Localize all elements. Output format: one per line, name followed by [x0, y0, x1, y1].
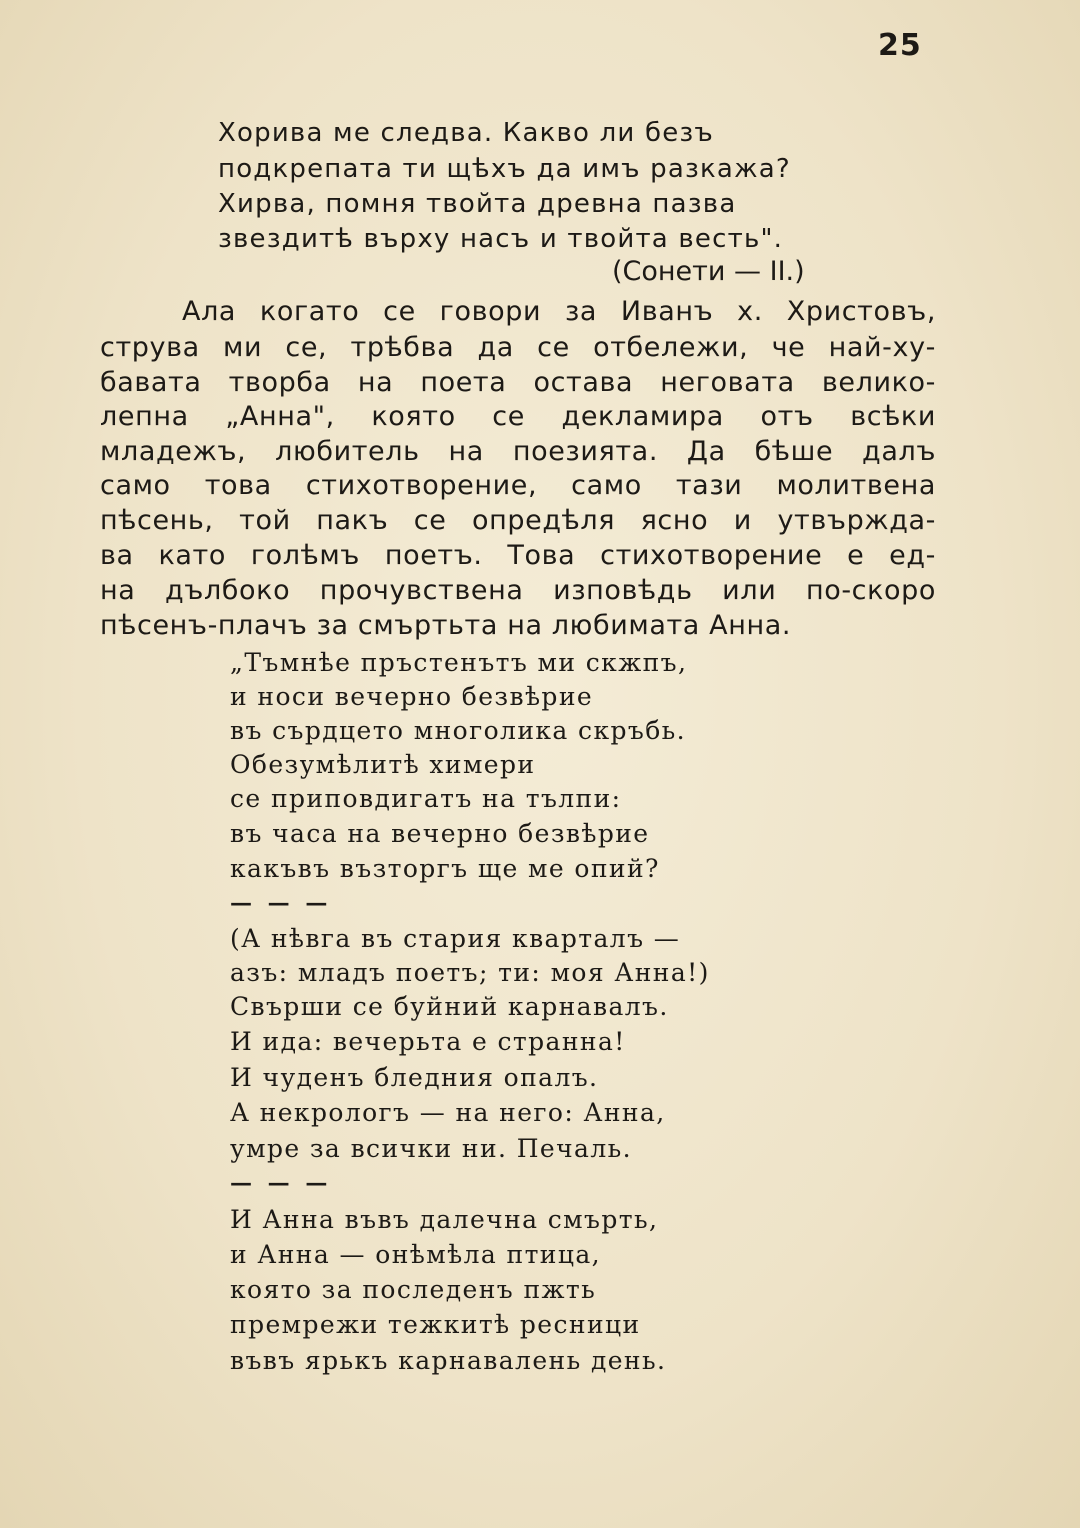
page-number: 25: [878, 28, 922, 63]
paragraph-line: ва като голѣмъ поетъ. Това стихотворение е ед-: [100, 540, 936, 571]
stanza-separator: — — —: [230, 1170, 332, 1196]
poem-line: А некрологъ — на него: Анна,: [230, 1098, 666, 1127]
poem-line: премрежи тежкитѣ ресници: [230, 1310, 641, 1339]
poem-line: която за последенъ пжть: [230, 1275, 597, 1304]
poem-line: И чуденъ бледния опалъ.: [230, 1063, 599, 1092]
poem-line: и носи вечерно безвѣрие: [230, 682, 594, 711]
quote-source: (Сонети — II.): [612, 256, 805, 287]
paragraph-line: само това стихотворение, само тази молитвена: [100, 470, 936, 501]
poem-line: въ сърдцето многолика скръбь.: [230, 716, 687, 745]
paragraph-line: младежъ, любитель на поезията. Да бѣше далъ: [100, 436, 936, 467]
poem-line: въ часа на вечерно безвѣрие: [230, 819, 650, 848]
poem-line: (А нѣвга въ стария кварталъ —: [230, 924, 681, 953]
paragraph-line: лепна „Анна", която се декламира отъ всѣки: [100, 401, 936, 432]
poem-line: умре за всички ни. Печаль.: [230, 1134, 632, 1163]
paragraph-line: пѣсень, той пакъ се опредѣля ясно и утвържда-: [100, 505, 936, 536]
poem-line: въвъ ярькъ карнавалень день.: [230, 1346, 667, 1375]
poem-line: Обезумѣлитѣ химери: [230, 750, 536, 779]
paragraph-line: на дълбоко прочувствена изповѣдь или по-скоро: [100, 575, 936, 606]
quote-line: звездитѣ върху насъ и твойта весть".: [218, 224, 784, 254]
poem-line: Свърши се буйний карнавалъ.: [230, 992, 669, 1021]
poem-line: И ида: вечерьта е странна!: [230, 1027, 626, 1056]
paragraph-line: струва ми се, трѣбва да се отбележи, че най-ху-: [100, 332, 936, 363]
paragraph-line: бавата творба на поета остава неговата велико-: [100, 367, 936, 398]
poem-line: И Анна въвъ далечна смърть,: [230, 1205, 659, 1234]
poem-line: „Тъмнѣе пръстенътъ ми скжпъ,: [230, 648, 688, 677]
quote-line: подкрепата ти щѣхъ да имъ разкажа?: [218, 154, 791, 184]
poem-line: какъвъ възторгъ ще ме опий?: [230, 854, 660, 883]
poem-line: азъ: младъ поетъ; ти: моя Анна!): [230, 958, 710, 987]
stanza-separator: — — —: [230, 890, 332, 916]
quote-line: Хирва, помня твойта древна пазва: [218, 189, 737, 219]
poem-line: и Анна — онѣмѣла птица,: [230, 1240, 601, 1269]
quote-line: Хорива ме следва. Какво ли безъ: [218, 118, 714, 148]
paragraph-line: Ала когато се говори за Иванъ х. Христовъ,: [182, 296, 936, 327]
paragraph-line: пѣсенъ-плачъ за смъртьта на любимата Анна.: [100, 610, 792, 641]
poem-line: се приповдигатъ на тълпи:: [230, 784, 622, 813]
